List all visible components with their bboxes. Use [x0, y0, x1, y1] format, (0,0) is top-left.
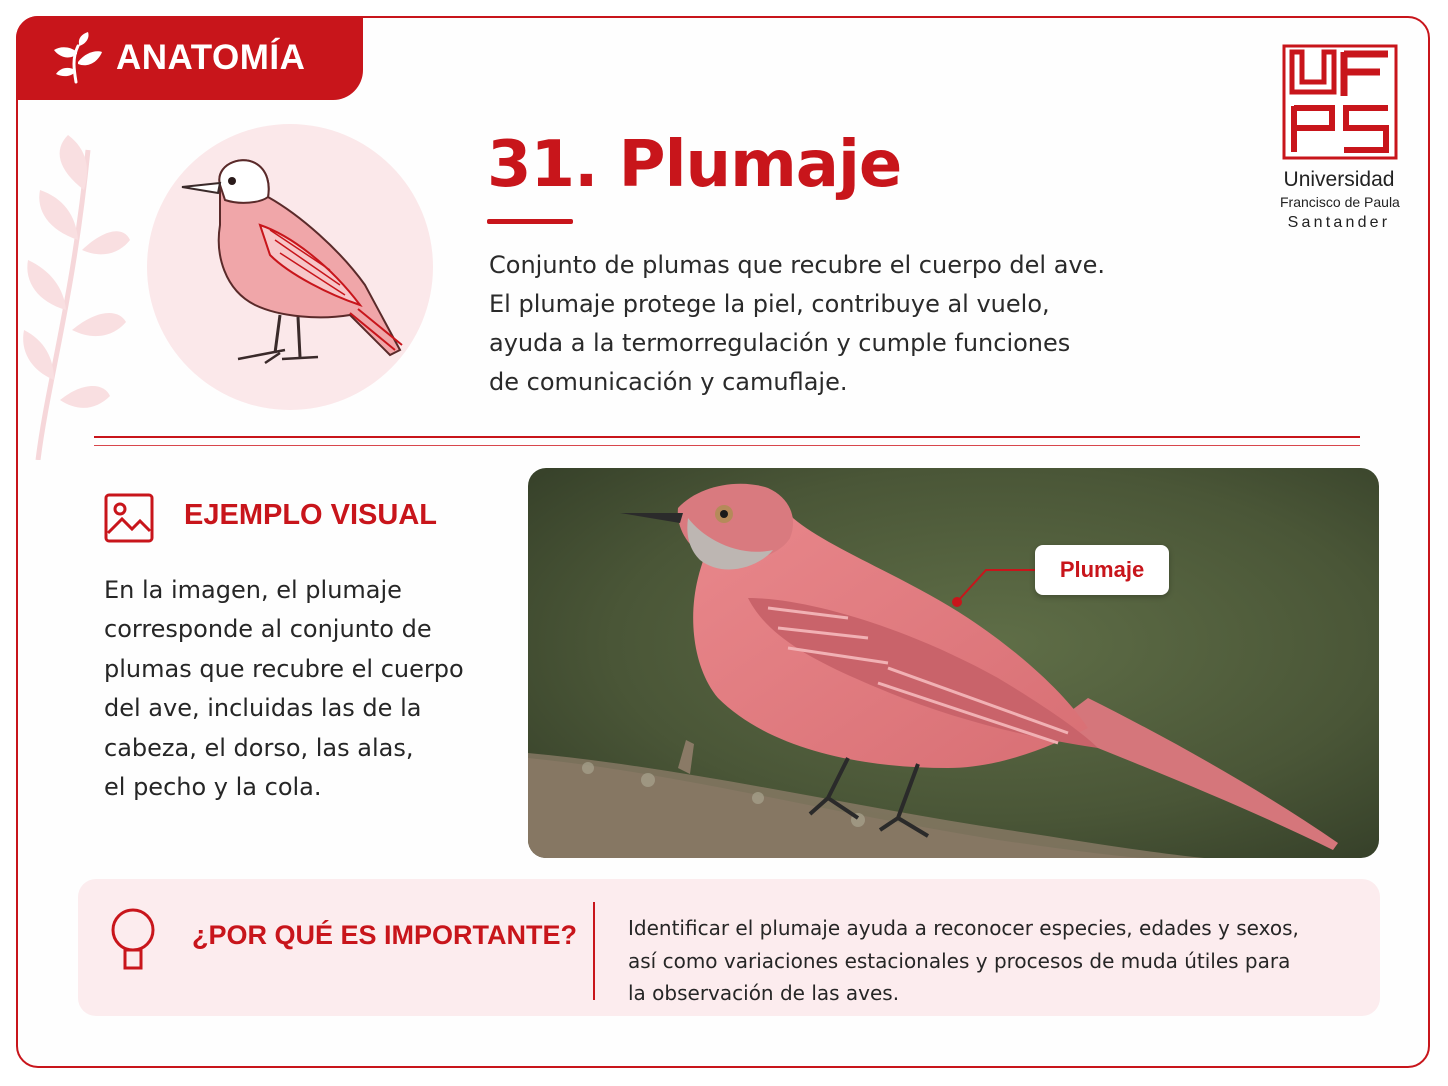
example-text: En la imagen, el plumaje corresponde al conjunto de plumas que recubre el cuerpo del ave, incluidas las de la cabeza, el dorso, las alas, el pecho y la cola.	[104, 576, 464, 802]
logo-university-city: Santander	[1287, 214, 1391, 231]
title-underline	[487, 219, 573, 224]
logo-university-subname: Francisco de Paula	[1280, 194, 1400, 210]
bird-illustration	[170, 145, 420, 385]
logo-university-name: Universidad	[1283, 168, 1395, 191]
importance-heading: ¿POR QUÉ ES IMPORTANTE?	[192, 920, 578, 950]
ufps-logo	[1280, 44, 1400, 160]
callout-pointer	[940, 560, 1040, 620]
importance-text: Identificar el plumaje ayuda a reconocer especies, edades y sexos, así como variaciones estacionales y procesos de muda útiles para la observación de las aves.	[628, 916, 1299, 1005]
category-label: ANATOMÍA	[116, 38, 306, 77]
definition-text: Conjunto de plumas que recubre el cuerpo del ave. El plumaje protege la piel, contribuye al vuelo, ayuda a la termorregulación y cumple funciones de comunicación y camuflaje.	[489, 251, 1105, 396]
importance-divider	[593, 902, 595, 1000]
page-title: 31. Plumaje	[487, 128, 902, 202]
magnifier-icon	[108, 906, 158, 980]
leaf-icon	[50, 32, 106, 90]
decorative-leaves	[18, 130, 138, 460]
bird-photo	[528, 468, 1379, 858]
section-divider	[94, 436, 1360, 438]
section-divider-thin	[94, 445, 1360, 446]
category-tab	[16, 16, 363, 100]
example-heading: EJEMPLO VISUAL	[184, 499, 437, 531]
image-icon	[104, 493, 154, 547]
plumaje-callout-label: Plumaje	[1035, 545, 1169, 595]
